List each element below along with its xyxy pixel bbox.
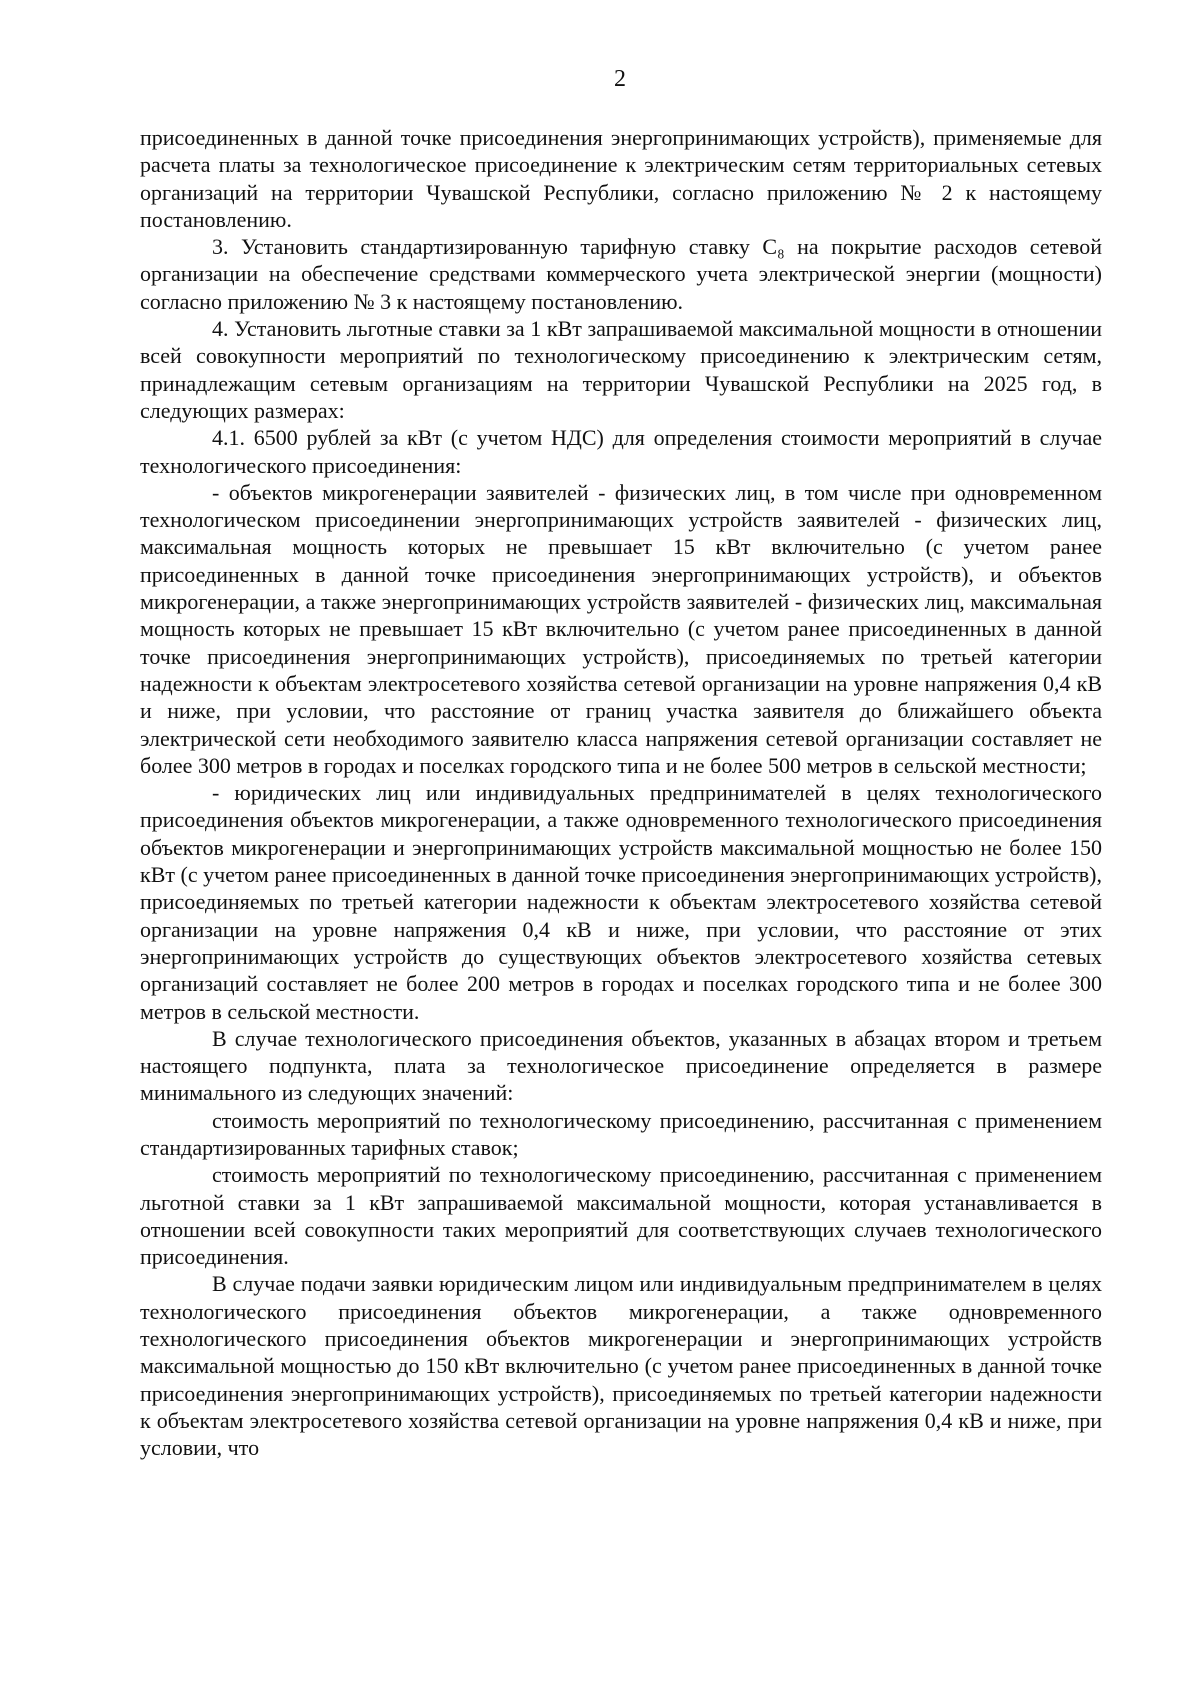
paragraph-bullet-legal-entities: - юридических лиц или индивидуальных предпринимателей в целях технологического присоединения объектов микрогенерации, а также одновременного технологического присоединения объектов микрогенерации и энергопринимающих устройств максимальной мощностью не более 150 кВт (с учетом ранее присоединенных в данной точке присоединения энергопринимающих устройств), присоединяемых по третьей категории надежности к объектам электросетевого хозяйства сетевой организации на уровне напряжения 0,4 кВ и ниже, при условии, что расстояние от этих энергопринимающих устройств до существующих объектов электросетевого хозяйства сетевых организаций составляет не более 200 метров в городах и поселках городского типа и не более 300 метров в сельской местности. — [140, 780, 1102, 1024]
paragraph-item-4-1: 4.1. 6500 рублей за кВт (с учетом НДС) для определения стоимости мероприятий в случае технологического присоединения: — [140, 425, 1102, 478]
paragraph-option-preferential-rate: стоимость мероприятий по технологическому присоединению, рассчитанная с применением льготной ставки за 1 кВт запрашиваемой максимальной мощности, которая устанавливается в отношении всей совокупности таких мероприятий для соответствующих случаев технологического присоединения. — [140, 1162, 1102, 1270]
paragraph-bullet-individuals: - объектов микрогенерации заявителей - физических лиц, в том числе при одновременном технологическом присоединении энергопринимающих устройств заявителей - физических лиц, максимальная мощность которых не превышает 15 кВт включительно (с учетом ранее присоединенных в данной точке присоединения энергопринимающих устройств), и объектов микрогенерации, а также энергопринимающих устройств заявителей - физических лиц, максимальная мощность которых не превышает 15 кВт включительно (с учетом ранее присоединенных в данной точке присоединения энергопринимающих устройств), присоединяемых по третьей категории надежности к объектам электросетевого хозяйства сетевой организации на уровне напряжения 0,4 кВ и ниже, при условии, что расстояние от границ участка заявителя до ближайшего объекта электрической сети необходимого заявителю класса напряжения сетевой организации составляет не более 300 метров в городах и поселках городского типа и не более 500 метров в сельской местности; — [140, 479, 1102, 778]
paragraph-item-3: 3. Установить стандартизированную тарифную ставку С₈ на покрытие расходов сетевой организации на обеспечение средствами коммерческого учета электрической энергии (мощности) согласно приложению № 3 к настоящему постановлению. — [140, 234, 1102, 314]
paragraph-payment-rule: В случае технологического присоединения объектов, указанных в абзацах втором и третьем настоящего подпункта, плата за технологическое присоединение определяется в размере минимального из следующих значений: — [140, 1025, 1102, 1106]
paragraph-item-4: 4. Установить льготные ставки за 1 кВт запрашиваемой максимальной мощности в отношении всей совокупности мероприятий по технологическому присоединению к электрическим сетям, принадлежащим сетевым организациям на территории Чувашской Республики на 2025 год, в следующих размерах: — [140, 316, 1102, 423]
paragraph-application-case: В случае подачи заявки юридическим лицом или индивидуальным предпринимателем в целях технологического присоединения объектов микрогенерации, а также одновременного технологического присоединения объектов микрогенерации и энергопринимающих устройств максимальной мощностью до 150 кВт включительно (с учетом ранее присоединенных в данной точке присоединения энергопринимающих устройств), присоединяемых по третьей категории надежности к объектам электросетевого хозяйства сетевой организации на уровне напряжения 0,4 кВ и ниже, при условии, что — [140, 1271, 1102, 1461]
document-body — [140, 124, 1102, 1462]
paragraph-continuation: присоединенных в данной точке присоединения энергопринимающих устройств), применяемые для расчета платы за технологическое присоединение к электрическим сетям территориальных сетевых организаций на территории Чувашской Республики, согласно приложению № 2 к настоящему постановлению. — [140, 125, 1102, 232]
paragraph-option-standard-rates: стоимость мероприятий по технологическому присоединению, рассчитанная с применением стандартизированных тарифных ставок; — [140, 1107, 1102, 1160]
page-number: 2 — [614, 66, 626, 92]
